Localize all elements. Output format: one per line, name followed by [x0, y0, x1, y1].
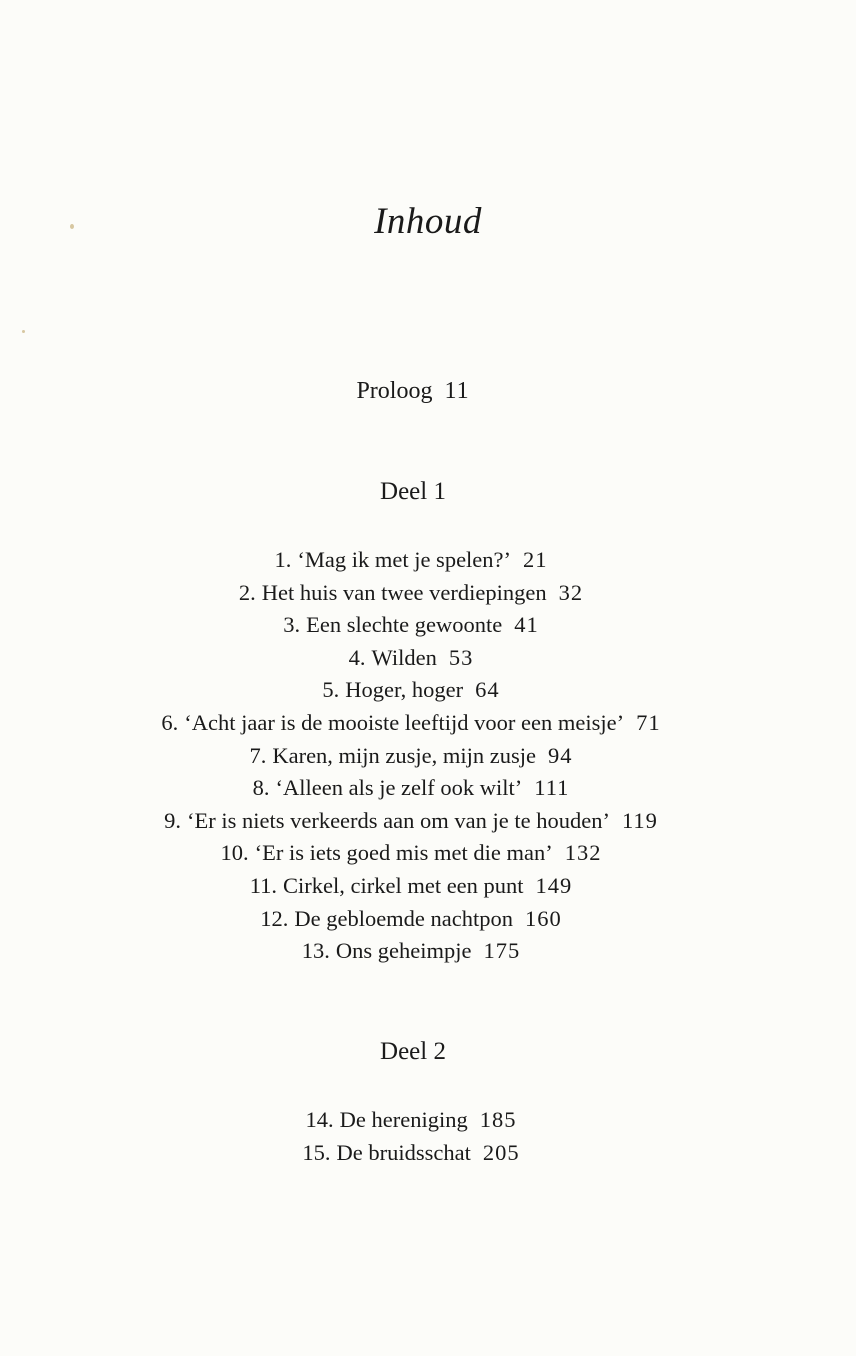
- prologue-label: Proloog: [356, 378, 433, 404]
- chapter-number: 7.: [249, 742, 267, 768]
- chapter-title: ‘Mag ik met je spelen?’: [297, 547, 512, 572]
- chapter-title: Een slechte gewoonte: [306, 612, 503, 638]
- chapter-title: Karen, mijn zusje, mijn zusje: [272, 742, 537, 768]
- chapter-page: 32: [558, 579, 584, 605]
- chapter-number: 9.: [164, 807, 181, 833]
- toc-entry: [0, 837, 822, 870]
- chapter-page: 71: [636, 709, 661, 735]
- toc-list-part-2: [0, 1104, 822, 1169]
- chapter-title: ‘Acht jaar is de mooiste leeftijd voor een meisje’: [184, 709, 625, 735]
- chapter-title: Wilden: [371, 644, 437, 670]
- toc-entry: [0, 674, 822, 707]
- chapter-number: 5.: [322, 677, 340, 703]
- toc-entry: [0, 1137, 822, 1170]
- toc-prologue: [0, 378, 826, 405]
- chapter-number: 11.: [249, 872, 277, 898]
- chapter-number: 13.: [301, 938, 330, 964]
- chapter-number: 14.: [305, 1107, 334, 1132]
- chapter-page: 205: [482, 1139, 520, 1165]
- chapter-page: 175: [483, 938, 521, 964]
- toc-entry: [0, 870, 822, 903]
- chapter-page: 111: [534, 775, 570, 801]
- chapter-number: 12.: [260, 905, 289, 931]
- chapter-page: 64: [475, 677, 500, 703]
- chapter-number: 15.: [302, 1139, 331, 1165]
- chapter-title: Het huis van twee verdiepingen: [261, 579, 547, 605]
- chapter-number: 4.: [348, 644, 366, 670]
- chapter-title: De bruidsschat: [336, 1139, 471, 1165]
- chapter-number: 2.: [238, 579, 256, 605]
- chapter-title: Cirkel, cirkel met een punt: [283, 872, 524, 898]
- toc-entry: [0, 772, 822, 805]
- chapter-number: 3.: [283, 612, 301, 638]
- chapter-page: 119: [621, 807, 658, 833]
- paper-speck: [22, 330, 25, 333]
- chapter-page: 160: [525, 905, 562, 931]
- toc-entry: [0, 740, 822, 773]
- chapter-page: 41: [514, 612, 539, 638]
- chapter-number: 6.: [161, 709, 179, 735]
- chapter-page: 21: [523, 547, 548, 572]
- toc-entry: [0, 707, 822, 740]
- chapter-page: 185: [479, 1107, 517, 1132]
- toc-entry: [0, 609, 822, 642]
- toc-entry: [0, 805, 822, 838]
- chapter-title: De gebloemde nachtpon: [294, 905, 514, 931]
- chapter-page: 132: [564, 840, 602, 866]
- chapter-page: 149: [535, 872, 573, 898]
- chapter-number: 10.: [220, 840, 249, 866]
- prologue-page: 11: [444, 378, 470, 404]
- chapter-title: De hereniging: [339, 1107, 468, 1132]
- chapter-title: Hoger, hoger: [345, 677, 464, 703]
- chapter-title: Ons geheimpje: [335, 938, 472, 964]
- toc-entry: [0, 642, 822, 675]
- page-title: Inhoud: [374, 201, 482, 242]
- chapter-number: 1.: [274, 547, 292, 572]
- chapter-page: 53: [448, 644, 474, 670]
- part-heading: Deel 2: [380, 1038, 446, 1065]
- chapter-title: ‘Er is niets verkeerds aan om van je te houden’: [186, 807, 610, 833]
- chapter-title: ‘Alleen als je zelf ook wilt’: [275, 775, 523, 801]
- toc-entry: [0, 935, 822, 968]
- toc-list-part-1: [0, 544, 822, 968]
- chapter-page: 94: [548, 742, 573, 768]
- toc-entry: [0, 544, 822, 577]
- part-heading: Deel 1: [380, 478, 446, 505]
- chapter-number: 8.: [252, 775, 270, 801]
- toc-entry: [0, 903, 822, 936]
- chapter-title: ‘Er is iets goed mis met die man’: [254, 840, 553, 866]
- toc-entry: [0, 1104, 822, 1137]
- toc-entry: [0, 577, 822, 610]
